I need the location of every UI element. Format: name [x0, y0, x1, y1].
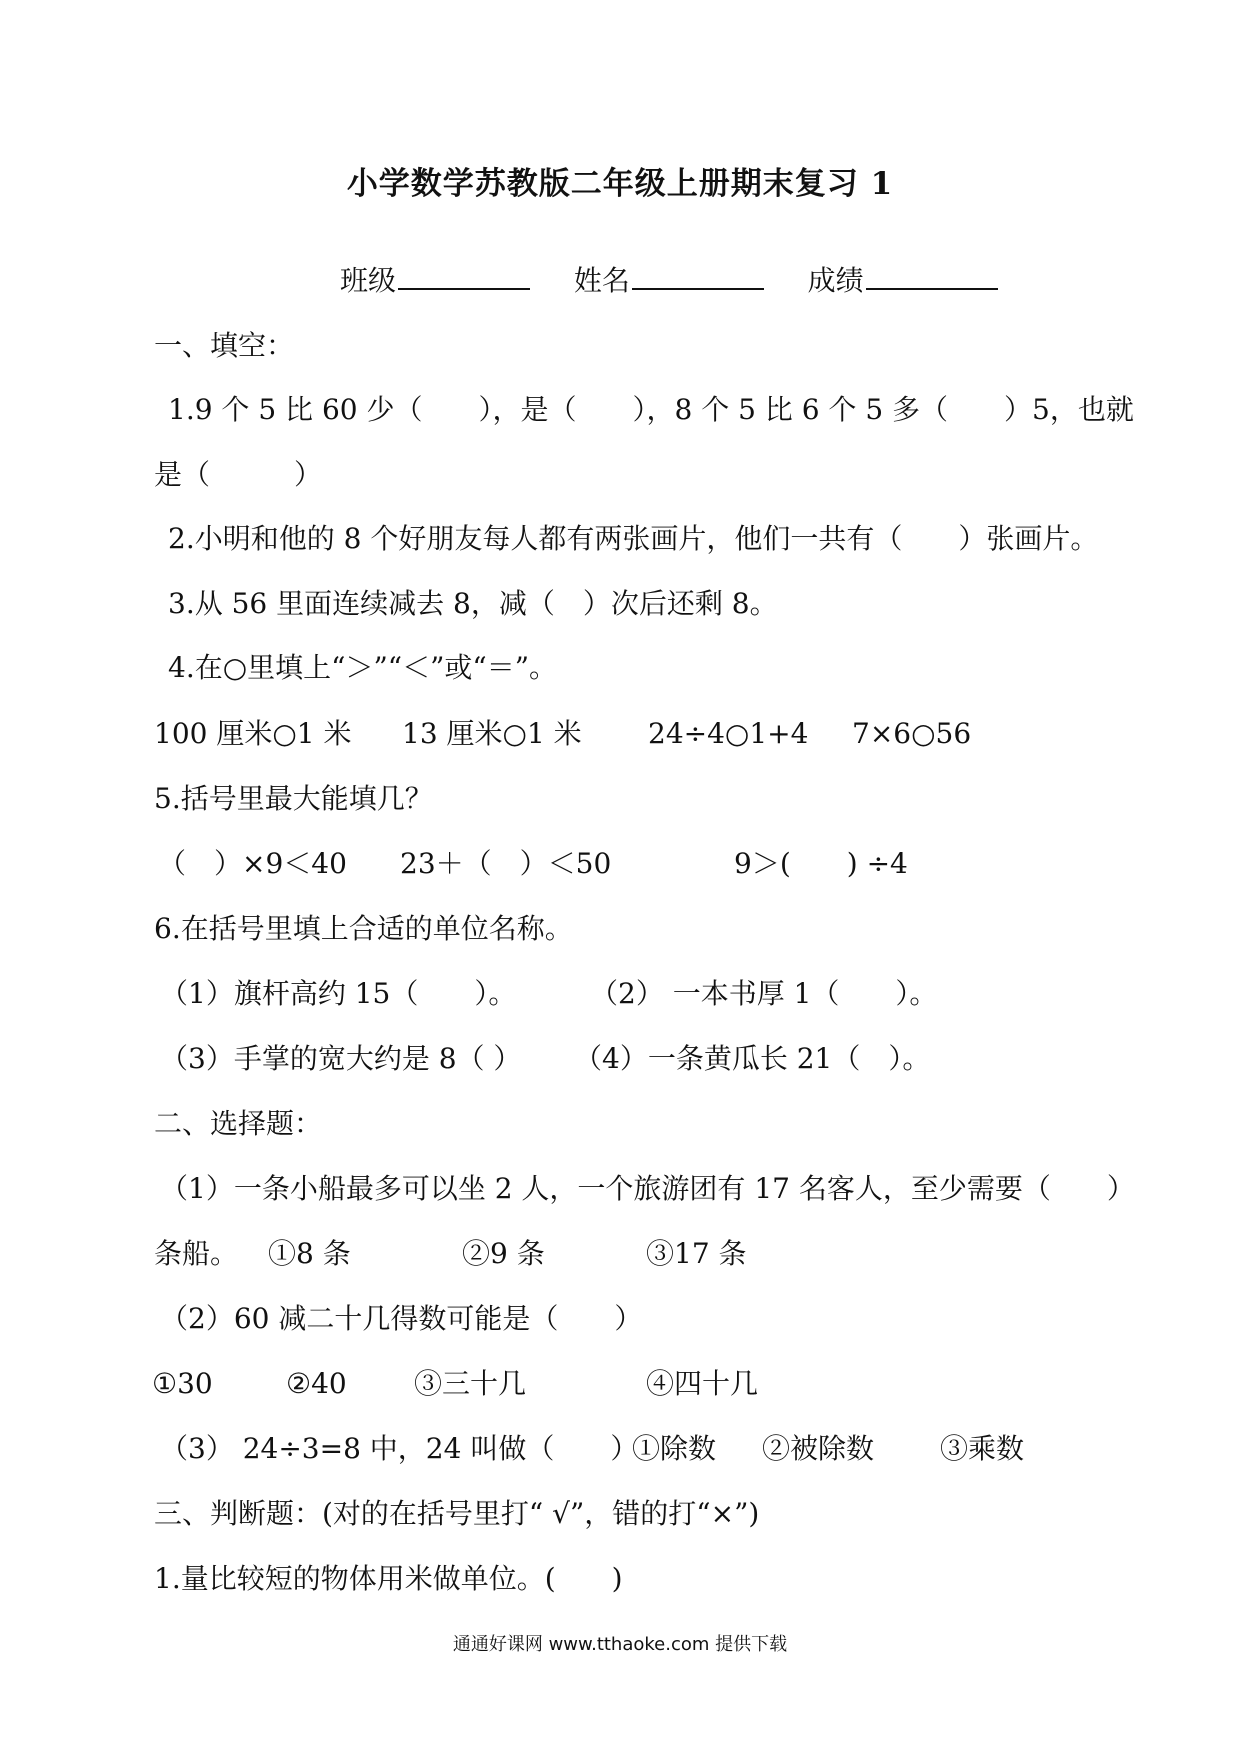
class-label: 班级 [340, 264, 397, 297]
s2-q1-option: ③17 条 [646, 1237, 747, 1270]
s2-q3: （3） 24÷3=8 中，24 叫做（ ） [160, 1432, 639, 1465]
class-blank [398, 258, 530, 290]
s2-q2-option: ③三十几 [414, 1367, 527, 1400]
s1-q5-item: （ ）×9＜40 [158, 847, 347, 880]
s1-q6-item: （1）旗杆高约 15（ ）。 [160, 977, 517, 1010]
s1-q4-item: 100 厘米○1 米 [154, 717, 352, 750]
s2-q3-option: ②被除数 [762, 1432, 875, 1465]
info-row [340, 258, 998, 301]
s1-q6-item: （3）手掌的宽大约是 8（ ） [160, 1042, 522, 1075]
s2-q2-option: ④四十几 [646, 1367, 759, 1400]
footer-source: 通通好课网 www.tthaoke.com 提供下载 [452, 1634, 788, 1655]
s2-q1-line1: （1）一条小船最多可以坐 2 人，一个旅游团有 17 名客人，至少需要（ ） [160, 1172, 1135, 1205]
s2-q2: （2）60 减二十几得数可能是（ ） [160, 1302, 643, 1335]
name-blank [632, 258, 764, 290]
s2-q1-option: ②9 条 [462, 1237, 545, 1270]
s1-q5: 5.括号里最大能填几？ [154, 782, 433, 815]
s2-q2-option: ①30 [152, 1367, 213, 1400]
s2-q1-option: ①8 条 [268, 1237, 351, 1270]
s1-q5-item: 9＞( ) ÷4 [734, 847, 908, 880]
s1-q4: 4.在○里填上“＞”“＜”或“＝”。 [168, 651, 558, 684]
s3-q1: 1.量比较短的物体用米做单位。( ) [154, 1562, 623, 1595]
s1-q4-item: 13 厘米○1 米 [402, 717, 582, 750]
page-title: 小学数学苏教版二年级上册期末复习 1 [346, 166, 894, 202]
s2-q3-option: ①除数 [632, 1432, 717, 1465]
score-blank [866, 258, 998, 290]
s2-q2-option: ②40 [286, 1367, 347, 1400]
s1-q6-item: （2） 一本书厚 1（ ）。 [590, 977, 938, 1010]
s1-q1-line2: 是（ ） [154, 458, 323, 491]
s1-q5-item: 23＋（ ）＜50 [400, 847, 612, 880]
name-label: 姓名 [573, 264, 630, 297]
s2-q3-option: ③乘数 [940, 1432, 1025, 1465]
s1-q2: 2.小明和他的 8 个好朋友每人都有两张画片，他们一共有（ ）张画片。 [168, 522, 1099, 555]
s1-q6: 6.在括号里填上合适的单位名称。 [154, 912, 573, 945]
s1-q4-item: 24÷4○1+4 [648, 717, 809, 750]
s1-q3: 3.从 56 里面连续减去 8，减（ ）次后还剩 8。 [168, 587, 778, 620]
section3-heading: 三、判断题：(对的在括号里打“ √”，错的打“×”) [154, 1497, 760, 1530]
section2-heading: 二、选择题： [154, 1107, 323, 1140]
score-label: 成绩 [807, 264, 864, 297]
s1-q4-item: 7×6○56 [852, 717, 972, 750]
section1-heading: 一、填空： [154, 329, 295, 362]
s1-q1-line1: 1.9 个 5 比 60 少（ ），是（ ），8 个 5 比 6 个 5 多（ ）5，也就 [168, 393, 1134, 426]
s1-q6-item: （4）一条黄瓜长 21（ ）。 [574, 1042, 931, 1075]
s2-q1-prefix: 条船。 [154, 1237, 239, 1270]
